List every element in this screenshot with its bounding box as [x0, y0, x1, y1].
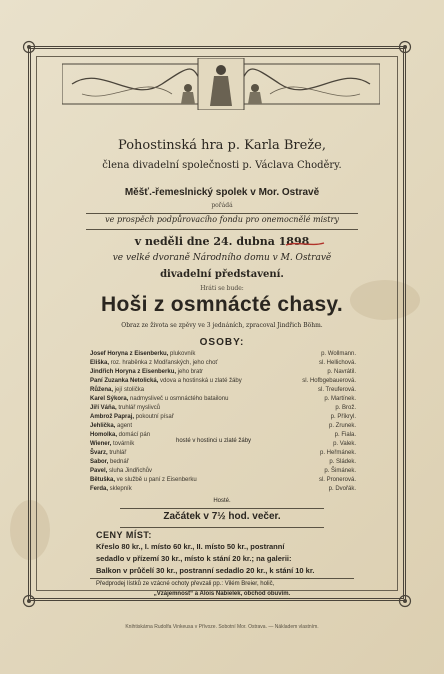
character-name	[90, 368, 203, 377]
character-name-bold: Sabor,	[90, 459, 109, 465]
actor-name: p. Příkryl.	[330, 414, 356, 420]
guest-performance-title: Pohostinská hra p. Karla Breže,	[117, 138, 326, 153]
cast-row	[90, 404, 356, 413]
start-time: Začátek v 7½ hod. večer.	[163, 511, 281, 522]
presents-word: pořádá	[211, 202, 233, 209]
prices-line-1: Křeslo 80 kr., I. místo 60 kr., II. místo 50 kr., postranní	[96, 542, 285, 551]
cast-row	[90, 458, 356, 467]
prices-heading: CENY MÍST:	[96, 530, 152, 540]
actor-name: p. Valek.	[333, 441, 356, 447]
character-description: agent	[115, 423, 133, 429]
actor-name: p. Fiala.	[334, 432, 356, 438]
presale-line-2: „Vzájemnost“ a Alois Nabielek, obchod obuvím.	[153, 591, 291, 597]
character-description: truhlář	[107, 450, 127, 456]
character-name-bold: Jehlička,	[90, 423, 116, 429]
character-description: plukovník	[168, 351, 196, 357]
actor-name: p. Šimánek.	[324, 468, 356, 474]
character-name-bold: Bětuška,	[90, 477, 116, 483]
cast-row	[90, 485, 356, 494]
character-name-bold: Homolka,	[90, 432, 118, 438]
cast-row	[90, 377, 356, 386]
character-description: její stolička	[113, 387, 145, 393]
character-name	[90, 350, 195, 359]
actor-name: p. Brož.	[335, 405, 356, 411]
event-type: divadelní představení.	[160, 269, 284, 280]
character-name	[90, 440, 134, 449]
character-name	[90, 422, 132, 431]
divider-line	[86, 229, 358, 230]
actor-name: p. Dvořák.	[328, 486, 356, 492]
corner-rosette-icon	[22, 40, 36, 54]
event-date: v neděli dne 24. dubna 1898	[134, 235, 310, 248]
character-description: nadmysliveč u osmnáctého batailonu	[128, 396, 229, 402]
character-name-bold: Paní Zuzanka Netolická,	[90, 378, 159, 384]
actor-name: p. Navrátil.	[327, 369, 356, 375]
cast-row	[90, 422, 356, 431]
divider-line	[86, 213, 358, 214]
character-description: sluha Jindřichův	[107, 468, 153, 474]
character-name-bold: Eliška,	[90, 360, 110, 366]
character-name	[90, 449, 126, 458]
character-name-bold: Wiener,	[90, 441, 112, 447]
cast-heading: OSOBY:	[199, 337, 245, 348]
play-subtitle: Obraz ze života se zpěvy ve 3 jednáních, zpracoval Jindřich Böhm.	[121, 322, 323, 329]
character-name	[90, 395, 228, 404]
cast-guests: Hosté.	[213, 498, 231, 504]
handwritten-underline-mark	[285, 240, 325, 248]
character-description: pokoutní písař	[134, 414, 174, 420]
character-description: továrník	[111, 441, 135, 447]
printer-imprint: Knihtiskárna Rudolfa Vinkeusa v Přívoze. Sobotní Mor. Ostrava. — Nákladem vlastním.	[125, 624, 319, 630]
prices-line-3: Balkon v průčelí 30 kr., postranní sedadlo 20 kr., k stání 10 kr.	[96, 566, 315, 575]
cast-row	[90, 476, 356, 485]
character-name	[90, 485, 132, 494]
cast-row	[90, 467, 356, 476]
corner-rosette-icon	[398, 40, 412, 54]
character-description: truhlář myslivců	[116, 405, 161, 411]
actor-name: sl. Hellichová.	[318, 360, 356, 366]
actor-name: sl. Treuferová.	[317, 387, 356, 393]
cast-row	[90, 350, 356, 359]
character-description: roz. hraběnka z Modřanských, jeho choť	[109, 360, 218, 366]
character-name-bold: Růžena,	[90, 387, 114, 393]
character-name-bold: Karel Sýkora,	[90, 396, 129, 402]
cast-row	[90, 395, 356, 404]
character-name-bold: Jindřich Horyna z Eisenberku,	[90, 369, 177, 375]
character-name	[90, 386, 144, 395]
cast-row	[90, 359, 356, 368]
divider-line	[120, 527, 324, 528]
cast-bracket-note: hosté v hostinci u zlaté žáby	[176, 438, 252, 444]
character-name-bold: Ferda,	[90, 486, 109, 492]
will-be-played-label: Hráti se bude:	[200, 285, 244, 292]
character-name	[90, 467, 152, 476]
character-name-bold: Pavel,	[90, 468, 108, 474]
cast-row	[90, 449, 356, 458]
character-description: vdova a hostinská u zlaté žáby	[158, 378, 242, 384]
character-name-bold: Švarz,	[90, 450, 108, 456]
character-name	[90, 413, 174, 422]
cast-row	[90, 368, 356, 377]
character-description: domácí pán	[117, 432, 151, 438]
character-name	[90, 404, 160, 413]
character-name	[90, 377, 242, 386]
actor-name: p. Martínek.	[324, 396, 356, 402]
benefit-line: ve prospěch podpůrovacího fondu pro onemocnělé mistry	[105, 215, 339, 224]
character-description: ve službě u paní z Eisenberku	[115, 477, 197, 483]
prices-line-2: sedadlo v přízemí 30 kr., místo k stání 20 kr.; na galerii:	[96, 554, 292, 563]
divider-line	[90, 578, 354, 579]
actor-name: p. Zrunek.	[328, 423, 356, 429]
character-name-bold: Josef Horyna z Eisenberku,	[90, 351, 169, 357]
allegorical-header-illustration	[62, 58, 380, 110]
character-description: bednář	[108, 459, 129, 465]
actor-name: sl. Hofbgebauerová.	[302, 378, 356, 384]
character-name	[90, 431, 150, 440]
character-description: jeho bratr	[176, 369, 204, 375]
guest-company-line: člena divadelní společnosti p. Václava Choděry.	[102, 160, 342, 171]
character-name	[90, 359, 218, 368]
cast-row	[90, 413, 356, 422]
cast-row	[90, 386, 356, 395]
actor-name: sl. Pronerová.	[318, 477, 356, 483]
presale-line-1: Předprodej lístků ze vzácné ochoty převzali pp.: Vilém Breier, holič,	[96, 581, 275, 587]
character-name	[90, 476, 197, 485]
organizer-name: Měšť.-řemeslnický spolek v Mor. Ostravě	[124, 187, 320, 198]
character-name-bold: Ambrož Papraj,	[90, 414, 135, 420]
character-name	[90, 458, 129, 467]
divider-line	[120, 508, 324, 509]
character-name-bold: Jiří Váňa,	[90, 405, 117, 411]
character-description: sklepník	[108, 486, 132, 492]
venue-line: ve velké dvoraně Národního domu v M. Ostravě	[112, 253, 332, 263]
play-title: Hoši z osmnácté chasy.	[101, 293, 343, 316]
actor-name: p. Sládek.	[329, 459, 356, 465]
actor-name: p. Heřmánek.	[319, 450, 356, 456]
actor-name: p. Wollmann.	[321, 351, 356, 357]
